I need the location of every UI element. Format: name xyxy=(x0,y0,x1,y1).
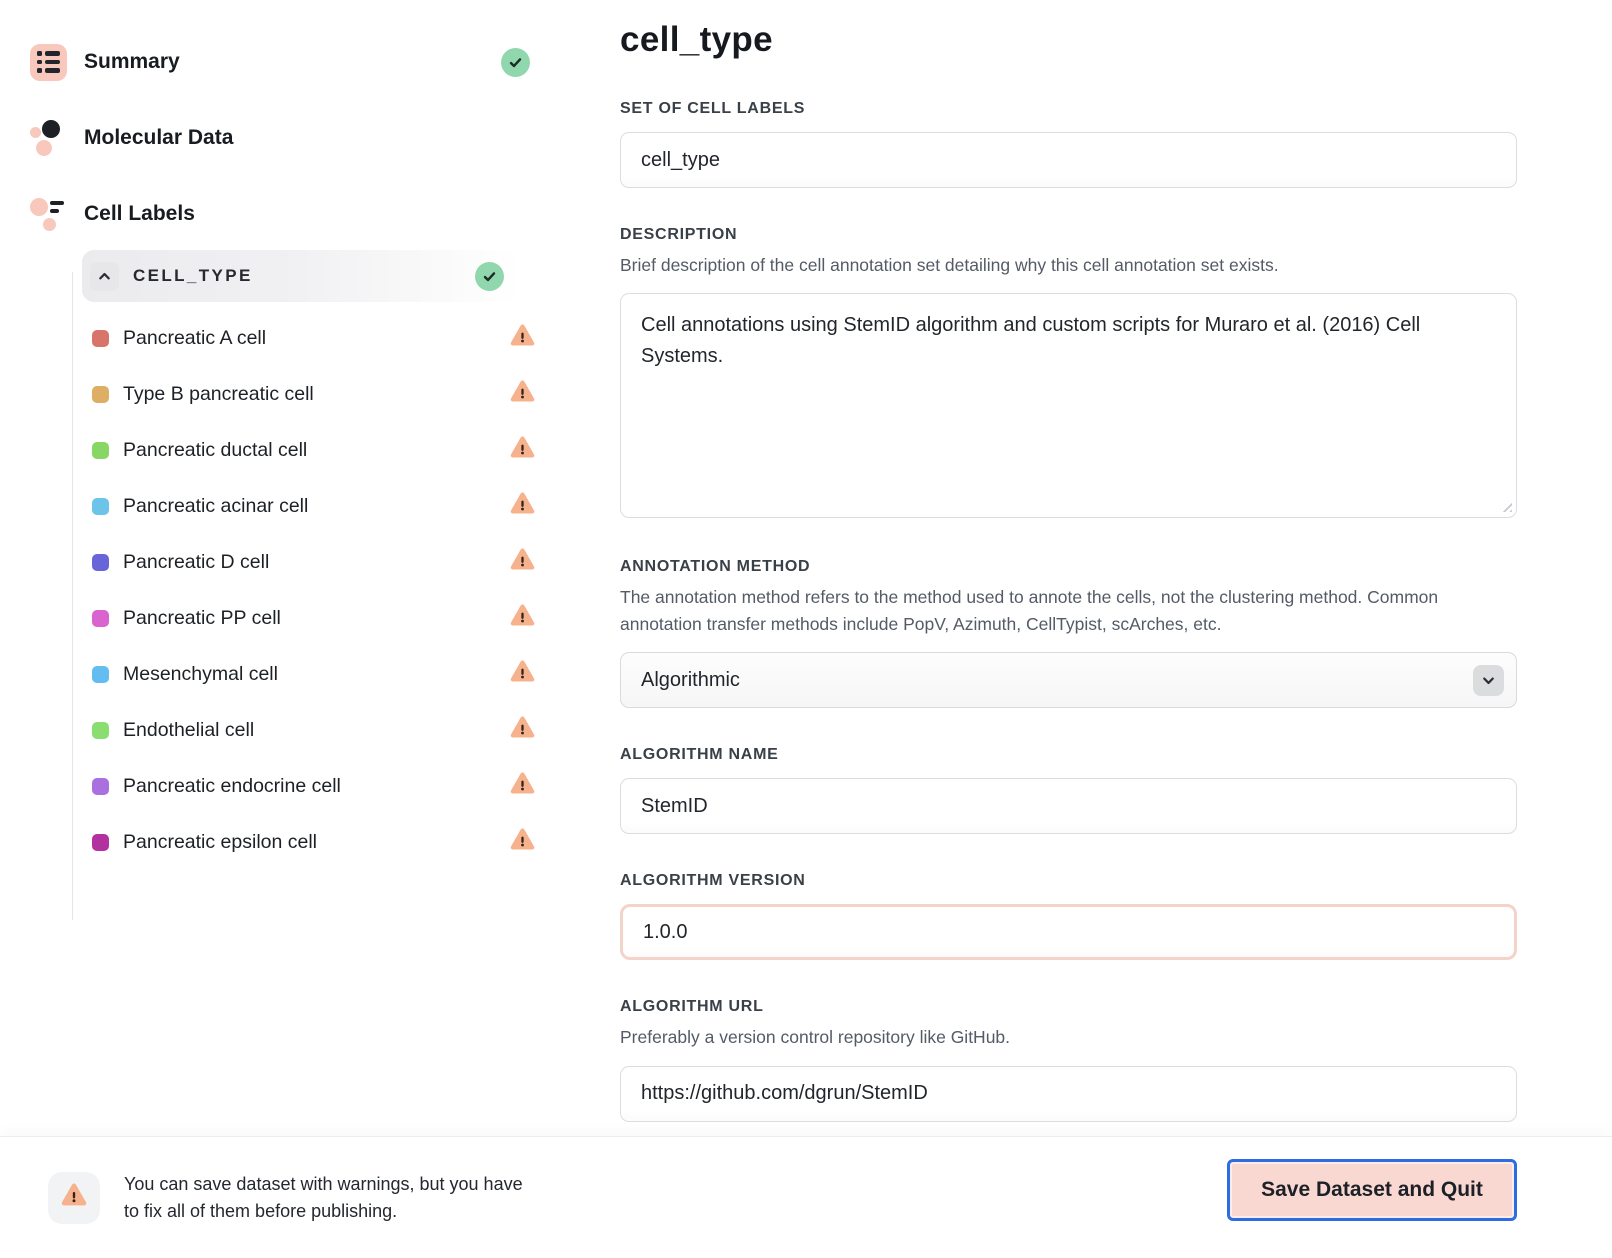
warning-triangle-icon xyxy=(510,379,535,409)
tree-indent-line xyxy=(72,272,73,920)
cell-label: Mesenchymal cell xyxy=(123,662,278,685)
cell-color-dot xyxy=(92,666,109,683)
main-form xyxy=(620,0,1517,1122)
sidebar-item-cell-labels[interactable] xyxy=(30,192,530,236)
annotation-method-selected-value: Algorithmic xyxy=(641,668,740,691)
save-dataset-button[interactable]: Save Dataset and Quit xyxy=(1227,1159,1517,1221)
sidebar-item-summary[interactable] xyxy=(30,40,530,84)
group-complete-check-icon xyxy=(475,262,504,291)
chevron-down-icon xyxy=(1473,665,1504,696)
cell-color-dot xyxy=(92,554,109,571)
warning-triangle-icon xyxy=(510,827,535,857)
footer-warning-icon-box xyxy=(48,1172,100,1224)
sidebar-item-label: Cell Labels xyxy=(84,202,195,225)
algorithm-url-help-text: Preferably a version control repository like GitHub. xyxy=(620,1027,1011,1048)
warning-triangle-icon xyxy=(510,547,535,577)
footer-warning-text: You can save dataset with warnings, but you have to fix all of them before publishing. xyxy=(124,1174,523,1221)
cell-color-dot xyxy=(92,778,109,795)
description-label: DESCRIPTION xyxy=(620,226,738,243)
cell-label-row[interactable] xyxy=(92,478,535,534)
description-help-text: Brief description of the cell annotation set detailing why this cell annotation set exists. xyxy=(620,255,1279,275)
warning-triangle-icon xyxy=(61,1182,87,1213)
set-of-cell-labels-label: SET OF CELL LABELS xyxy=(620,100,806,117)
cell-label: Pancreatic epsilon cell xyxy=(123,830,318,853)
warning-triangle-icon xyxy=(510,715,535,745)
cell-label-row[interactable] xyxy=(92,534,535,590)
cell-label: Pancreatic endocrine cell xyxy=(123,774,341,797)
cell-color-dot xyxy=(92,610,109,627)
cell-label: Pancreatic D cell xyxy=(123,550,270,573)
collapse-chevron-up-icon[interactable] xyxy=(90,262,119,291)
cell-label: Type B pancreatic cell xyxy=(123,382,314,405)
cell-color-dot xyxy=(92,330,109,347)
warning-triangle-icon xyxy=(510,771,535,801)
warning-triangle-icon xyxy=(510,603,535,633)
summary-complete-check-icon xyxy=(501,48,530,77)
cell-color-dot xyxy=(92,722,109,739)
annotation-method-help-text: The annotation method refers to the method used to annote the cells, not the clustering method. Common annotation transfer methods include PopV, Azimuth, CellTypist, scArches, etc. xyxy=(620,587,1439,635)
cell-color-dot xyxy=(92,498,109,515)
cell-labels-icon xyxy=(30,196,67,233)
molecular-data-icon xyxy=(30,120,67,157)
cell-label: Pancreatic A cell xyxy=(123,326,267,349)
cell-label: Pancreatic acinar cell xyxy=(123,494,309,517)
cell-color-dot xyxy=(92,386,109,403)
warning-triangle-icon xyxy=(510,491,535,521)
description-textarea[interactable] xyxy=(620,293,1517,518)
set-of-cell-labels-input[interactable] xyxy=(620,132,1517,188)
cell-label-row[interactable] xyxy=(92,702,535,758)
algorithm-url-label: ALGORITHM URL xyxy=(620,998,764,1016)
cell-color-dot xyxy=(92,442,109,459)
warning-triangle-icon xyxy=(510,323,535,353)
cell-label-row[interactable] xyxy=(92,366,535,422)
cell-type-group-header[interactable] xyxy=(82,250,520,302)
algorithm-name-input[interactable] xyxy=(620,778,1517,834)
algorithm-version-input[interactable] xyxy=(620,904,1517,960)
cell-color-dot xyxy=(92,834,109,851)
cell-list xyxy=(92,310,535,870)
cell-label-row[interactable] xyxy=(92,758,535,814)
warning-triangle-icon xyxy=(510,435,535,465)
annotation-method-label: ANNOTATION METHOD xyxy=(620,558,811,576)
cell-label-row[interactable] xyxy=(92,814,535,870)
annotation-method-select[interactable] xyxy=(620,652,1517,708)
algorithm-version-label: ALGORITHM VERSION xyxy=(620,872,806,890)
sidebar xyxy=(30,40,530,870)
footer-bar xyxy=(0,1136,1612,1258)
cell-label: Endothelial cell xyxy=(123,718,255,741)
algorithm-name-label: ALGORITHM NAME xyxy=(620,746,779,764)
summary-list-icon xyxy=(30,44,67,81)
warning-triangle-icon xyxy=(510,659,535,689)
cell-label: Pancreatic ductal cell xyxy=(123,438,308,461)
sidebar-item-label: Molecular Data xyxy=(84,126,234,149)
cell-label-row[interactable] xyxy=(92,646,535,702)
cell-label-row[interactable] xyxy=(92,310,535,366)
cell-label: Pancreatic PP cell xyxy=(123,606,281,629)
cell-label-row[interactable] xyxy=(92,590,535,646)
cell-label-row[interactable] xyxy=(92,422,535,478)
algorithm-url-input[interactable] xyxy=(620,1066,1517,1122)
sidebar-item-molecular-data[interactable] xyxy=(30,116,530,160)
page-title: cell_type xyxy=(620,20,773,59)
sidebar-item-label: Summary xyxy=(84,50,180,73)
group-label: CELL_TYPE xyxy=(133,266,253,285)
